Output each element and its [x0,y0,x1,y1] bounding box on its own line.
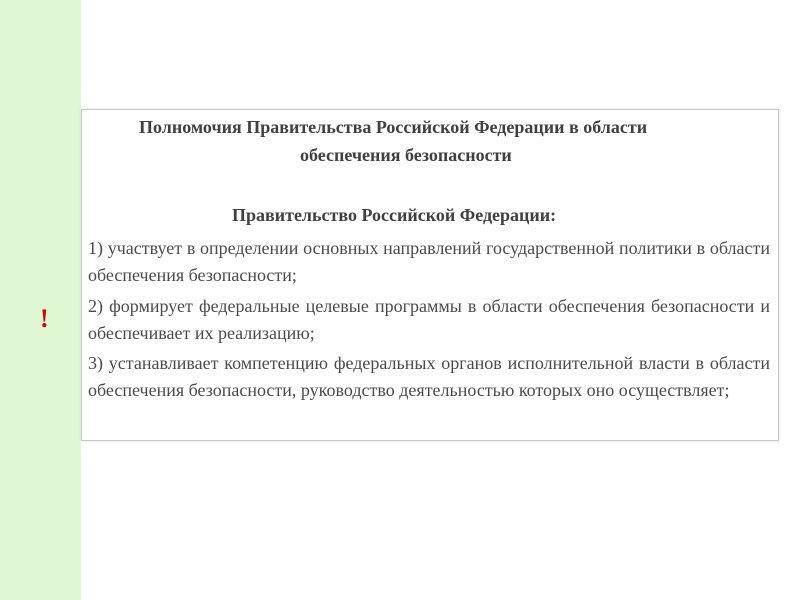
list-item: 2) формирует федеральные целевые программы в области обеспечения безопасности и обеспечивает их реализацию; [88,296,770,343]
list-item: 3) устанавливает компетенцию федеральных органов исполнительной власти в области обеспечения безопасности, руководство деятельностью которых оно осуществляет; [88,353,770,400]
exclamation-marker: ! [40,304,49,333]
list-item: 1) участвует в определении основных направлений государственной политики в области обеспечения безопасности; [88,238,770,285]
left-sidebar-strip [0,0,81,600]
heading-line-1: Полномочия Правительства Российской Федерации в области [139,117,648,137]
subheading: Правительство Российской Федерации: [232,205,557,225]
heading-line-2: обеспечения безопасности [300,145,512,165]
